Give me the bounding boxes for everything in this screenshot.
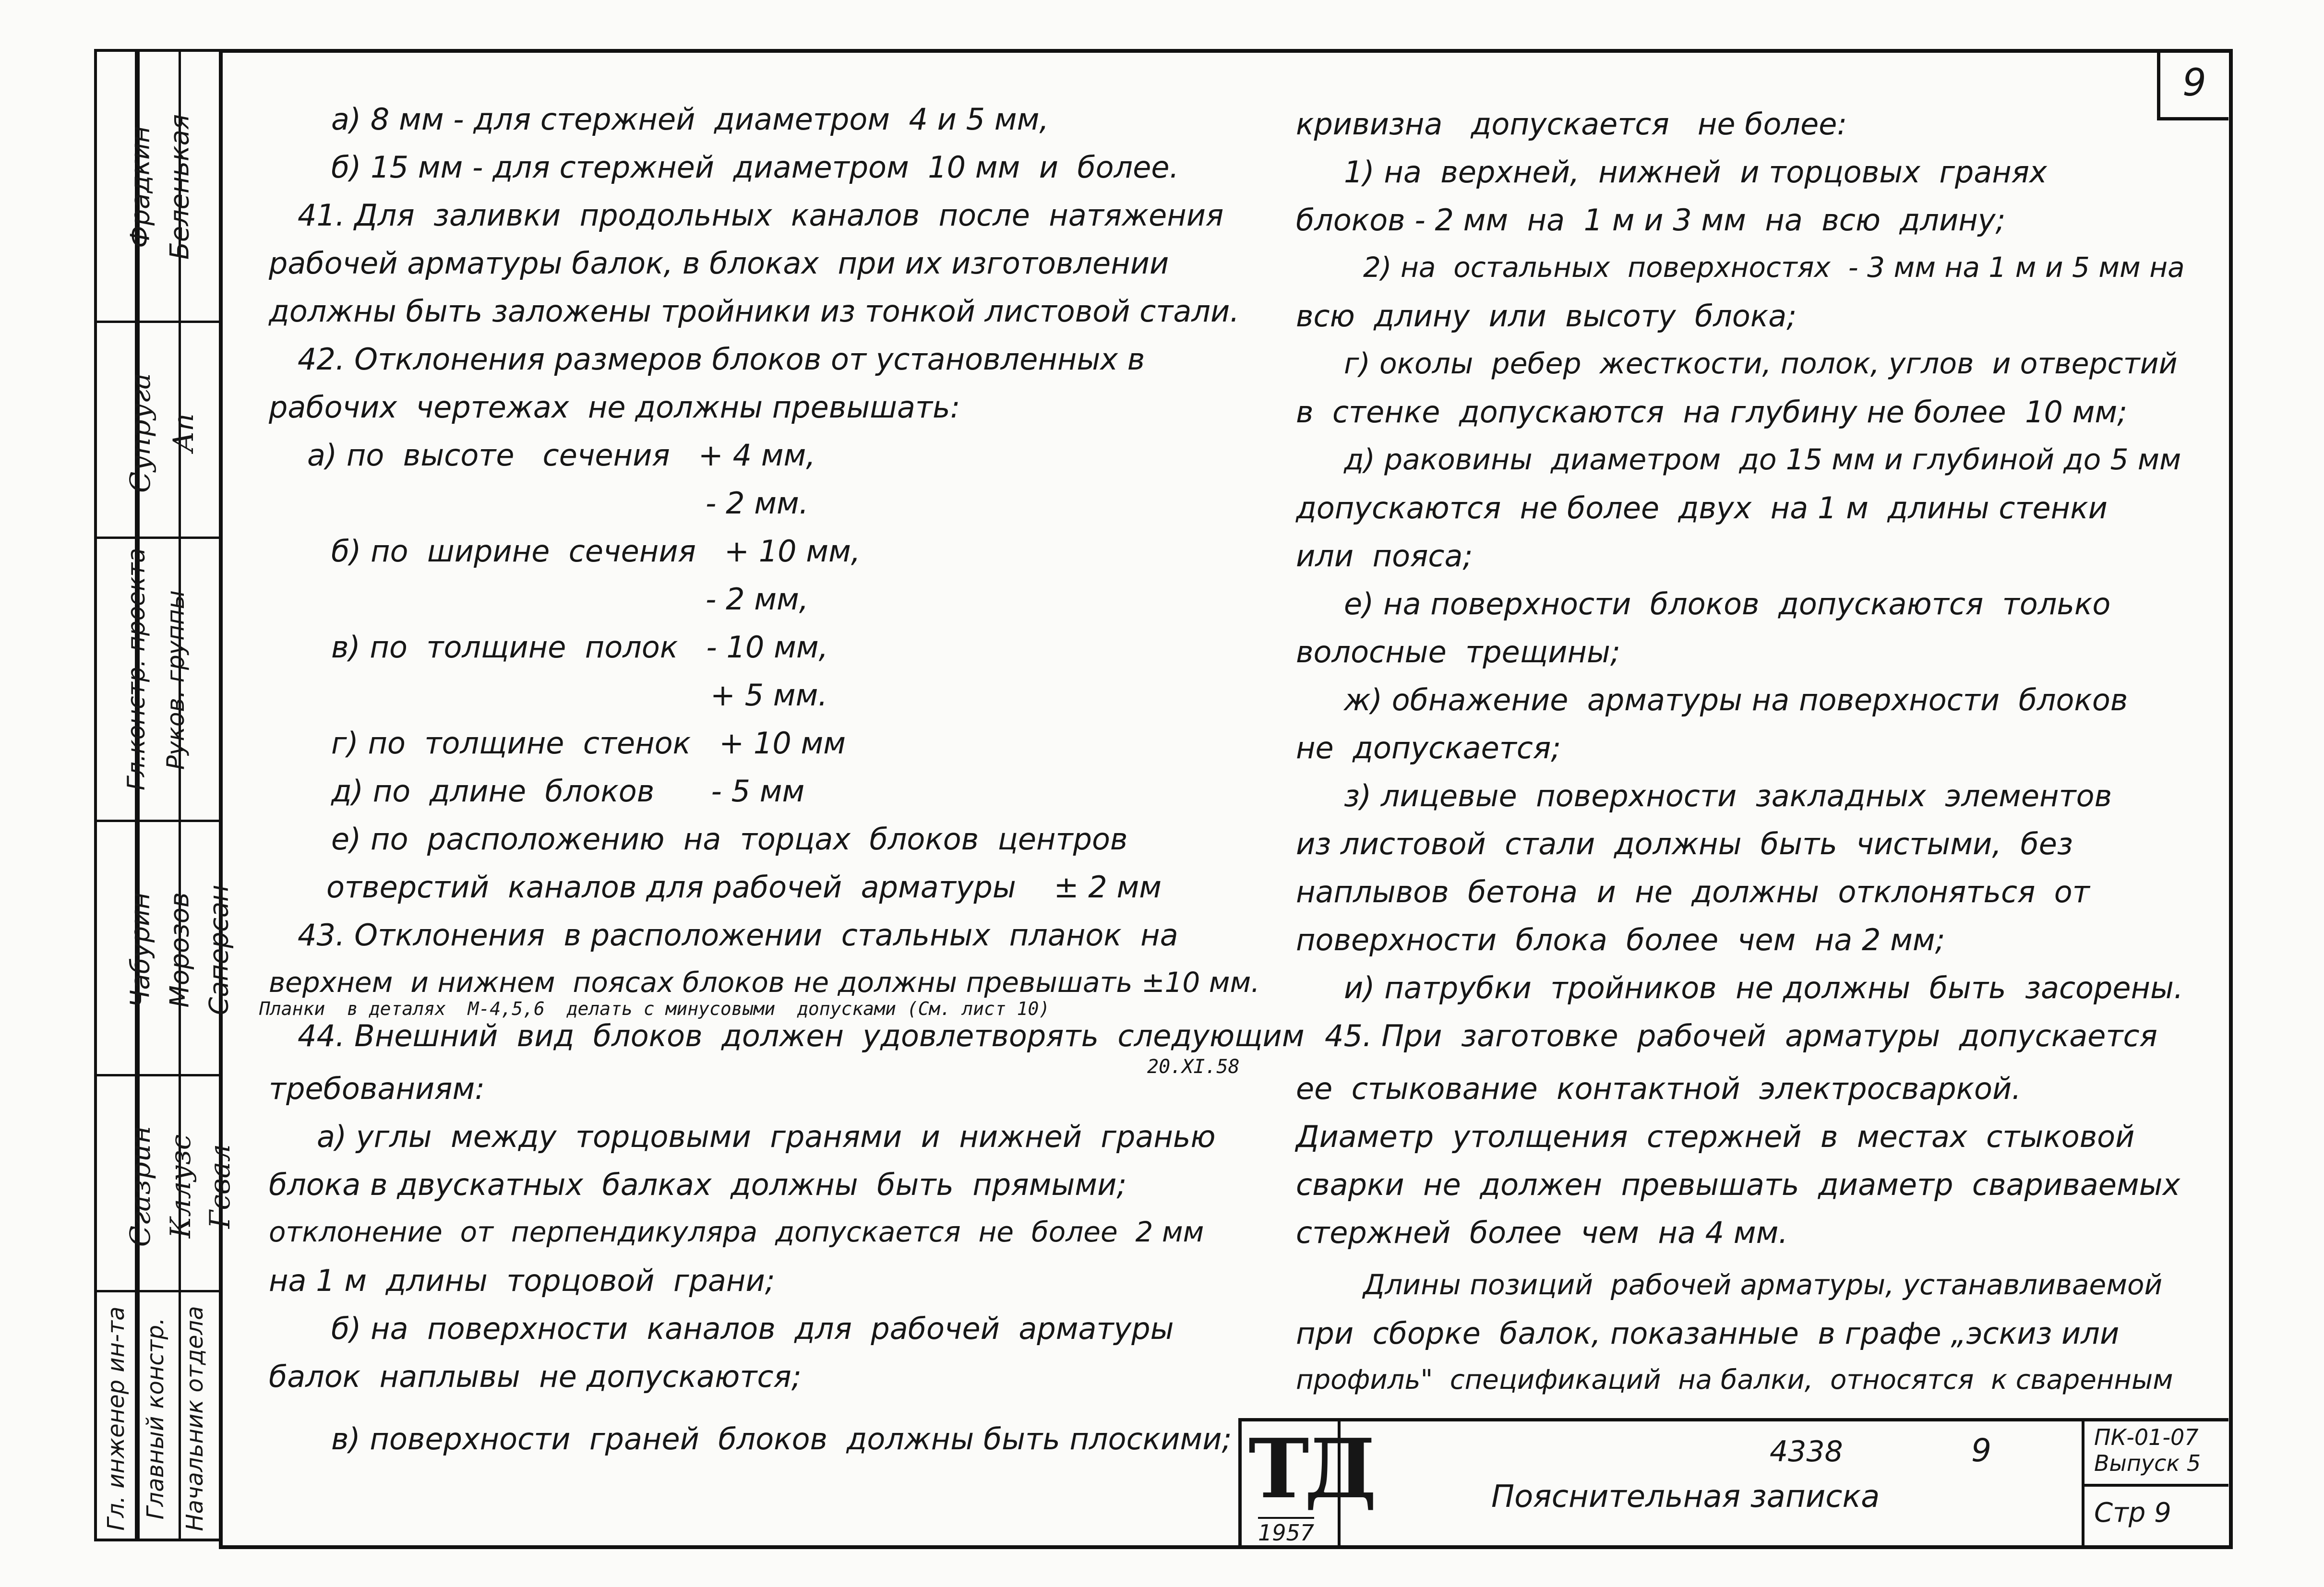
- text-line: Диаметр утолщения стержней в местах стыковой: [1296, 1119, 2135, 1154]
- text-line: должны быть заложены тройники из тонкой листовой стали.: [269, 294, 1240, 329]
- stamp-label-department-head: Начальник отдела: [181, 1306, 208, 1531]
- text-line: в) поверхности граней блоков должны быть плоскими;: [331, 1421, 1232, 1456]
- text-line: и) патрубки тройников не должны быть засорены.: [1344, 970, 2183, 1005]
- text-line: ее стыкование контактной электросваркой.: [1296, 1071, 2021, 1106]
- signature-3: Сгазрин: [124, 1125, 156, 1247]
- text-line: е) по расположению на торцах блоков центров: [331, 822, 1128, 857]
- stamp-divider: [97, 820, 219, 822]
- text-line: блоков - 2 мм на 1 м и 3 мм на всю длину;: [1296, 203, 2006, 238]
- handwritten-note-date: 20.XI.58: [1147, 1056, 1240, 1078]
- stamp-name-belenkaya: Беленькая: [164, 114, 195, 260]
- td-logo-year: 1957: [1258, 1517, 1314, 1546]
- stamp-role-group-leader: Руков. группы: [162, 590, 190, 770]
- text-line: 44. Внешний вид блоков должен удовлетворять следующим: [298, 1018, 1305, 1053]
- text-line: балок наплывы не допускаются;: [269, 1359, 802, 1394]
- text-line: г) околы ребер жесткости, полок, углов и отверстий: [1344, 347, 2178, 381]
- text-line: блока в двускатных балках должны быть прямыми;: [269, 1167, 1127, 1202]
- stamp-label-chief-constructor: Главный констр.: [142, 1317, 169, 1520]
- handwritten-note: Планки в деталях М-4,5,6 делать с минусовыми допусками (См. лист 10): [259, 998, 1050, 1019]
- text-line: из листовой стали должны быть чистыми, без: [1296, 826, 2073, 861]
- text-line: стержней более чем на 4 мм.: [1296, 1215, 1788, 1250]
- text-line: всю длину или высоту блока;: [1296, 298, 1797, 334]
- title-block: [1238, 1418, 2228, 1549]
- signature-4: Кллузс: [164, 1134, 197, 1239]
- text-line: требованиям:: [269, 1071, 485, 1106]
- text-line: не допускается;: [1296, 730, 1561, 765]
- text-line: или пояса;: [1296, 538, 1473, 573]
- td-logo-letters: ТД: [1248, 1421, 1372, 1517]
- stamp-label-chief-engineer: Гл. инженер ин-та: [103, 1306, 130, 1531]
- text-line: б) на поверхности каналов для рабочей арматуры: [331, 1311, 1174, 1346]
- text-line: при сборке балок, показанные в графе „эскиз или: [1296, 1316, 2120, 1351]
- text-line: а) по высоте сечения + 4 мм,: [307, 438, 815, 473]
- signature-5: Гсвал: [204, 1144, 236, 1229]
- text-line: + 5 мм.: [710, 678, 828, 713]
- text-line: е) на поверхности блоков допускаются только: [1344, 586, 2111, 621]
- text-line: поверхности блока более чем на 2 мм;: [1296, 922, 1945, 957]
- text-line: - 2 мм.: [706, 486, 809, 521]
- document-title: Пояснительная записка: [1491, 1479, 1880, 1515]
- stamp-divider: [97, 1074, 219, 1076]
- series-code: ПК-01-07: [2094, 1424, 2199, 1450]
- text-line: з) лицевые поверхности закладных элементов: [1344, 778, 2112, 813]
- stamp-outer-labels: [97, 1290, 217, 1544]
- text-line: 41. Для заливки продольных каналов после натяжения: [298, 198, 1224, 233]
- text-line: верхнем и нижнем поясах блоков не должны превышать ±10 мм.: [269, 966, 1260, 999]
- text-line: отклонение от перпендикуляра допускается не более 2 мм: [269, 1216, 1204, 1248]
- text-line: а) 8 мм - для стержней диаметром 4 и 5 мм,: [331, 102, 1049, 137]
- text-line: в стенке допускаются на глубину не более 10 мм;: [1296, 394, 2128, 430]
- stamp-name-saperson: Саперсан: [204, 884, 234, 1015]
- text-line: - 2 мм,: [706, 582, 809, 617]
- text-line: рабочих чертежах не должны превышать:: [269, 390, 960, 425]
- text-line: на 1 м длины торцовой грани;: [269, 1263, 775, 1298]
- stamp-divider: [97, 1290, 219, 1292]
- text-line: допускаются не более двух на 1 м длины стенки: [1296, 490, 2108, 525]
- stamp-name-morozov: Морозов: [164, 892, 195, 1008]
- text-line: кривизна допускается не более:: [1296, 107, 1847, 142]
- text-line: наплывов бетона и не должны отклоняться от: [1296, 874, 2090, 909]
- text-line: б) 15 мм - для стержней диаметром 10 мм и более.: [331, 150, 1179, 185]
- text-line: ж) обнажение арматуры на поверхности блоков: [1344, 682, 2128, 717]
- text-line: 45. При заготовке рабочей арматуры допускается: [1325, 1018, 2157, 1053]
- text-line: г) по толщине стенок + 10 мм: [331, 726, 846, 761]
- series-cell: [2084, 1421, 2228, 1487]
- stamp-role-chief-project-constructor: Гл.констр. проекта: [122, 548, 150, 790]
- text-line: рабочей арматуры балок, в блоках при их изготовлении: [269, 246, 1169, 281]
- text-line: в) по толщине полок - 10 мм,: [331, 630, 828, 665]
- text-line: д) раковины диаметром до 15 мм и глубиной до 5 мм: [1344, 443, 2181, 477]
- text-line: 1) на верхней, нижней и торцовых гранях: [1344, 155, 2047, 190]
- page-label: Стр 9: [2094, 1497, 2171, 1528]
- title-block-right: [2082, 1421, 2228, 1549]
- td-logo: [1242, 1421, 1372, 1549]
- stamp-name-chaburin: Чабурин: [125, 892, 156, 1008]
- signature-2: Ап: [167, 413, 200, 453]
- side-stamp: [94, 49, 236, 1541]
- stamp-divider: [97, 321, 219, 323]
- stamp-divider: [97, 537, 219, 539]
- text-line: сварки не должен превышать диаметр свариваемых: [1296, 1167, 2180, 1202]
- doc-number: 4338: [1770, 1435, 1843, 1468]
- text-line: б) по ширине сечения + 10 мм,: [331, 534, 861, 569]
- text-line: а) углы между торцовыми гранями и нижней гранью: [317, 1119, 1216, 1154]
- text-line: д) по длине блоков - 5 мм: [331, 774, 805, 809]
- text-line: Длины позиций рабочей арматуры, устанавливаемой: [1363, 1268, 2163, 1301]
- text-line: волосные трещины;: [1296, 634, 1620, 669]
- signature-1: Супруга: [124, 372, 156, 493]
- text-line: профиль" спецификаций на балки, относятся к сваренным: [1296, 1364, 2173, 1396]
- text-line: 42. Отклонения размеров блоков от установленных в: [298, 342, 1145, 377]
- stamp-name-fradkin: Фрадкин: [125, 126, 156, 248]
- page-number-box: [2157, 49, 2228, 120]
- sheet-number: 9: [1971, 1432, 1991, 1469]
- issue-label: Выпуск 5: [2094, 1450, 2201, 1476]
- text-line: отверстий каналов для рабочей арматуры ± 2 мм: [326, 870, 1162, 905]
- page-number: 9: [2182, 61, 2206, 105]
- text-line: 43. Отклонения в расположении стальных планок на: [298, 918, 1178, 953]
- text-line: 2) на остальных поверхностях - 3 мм на 1 м и 5 мм на: [1363, 251, 2185, 284]
